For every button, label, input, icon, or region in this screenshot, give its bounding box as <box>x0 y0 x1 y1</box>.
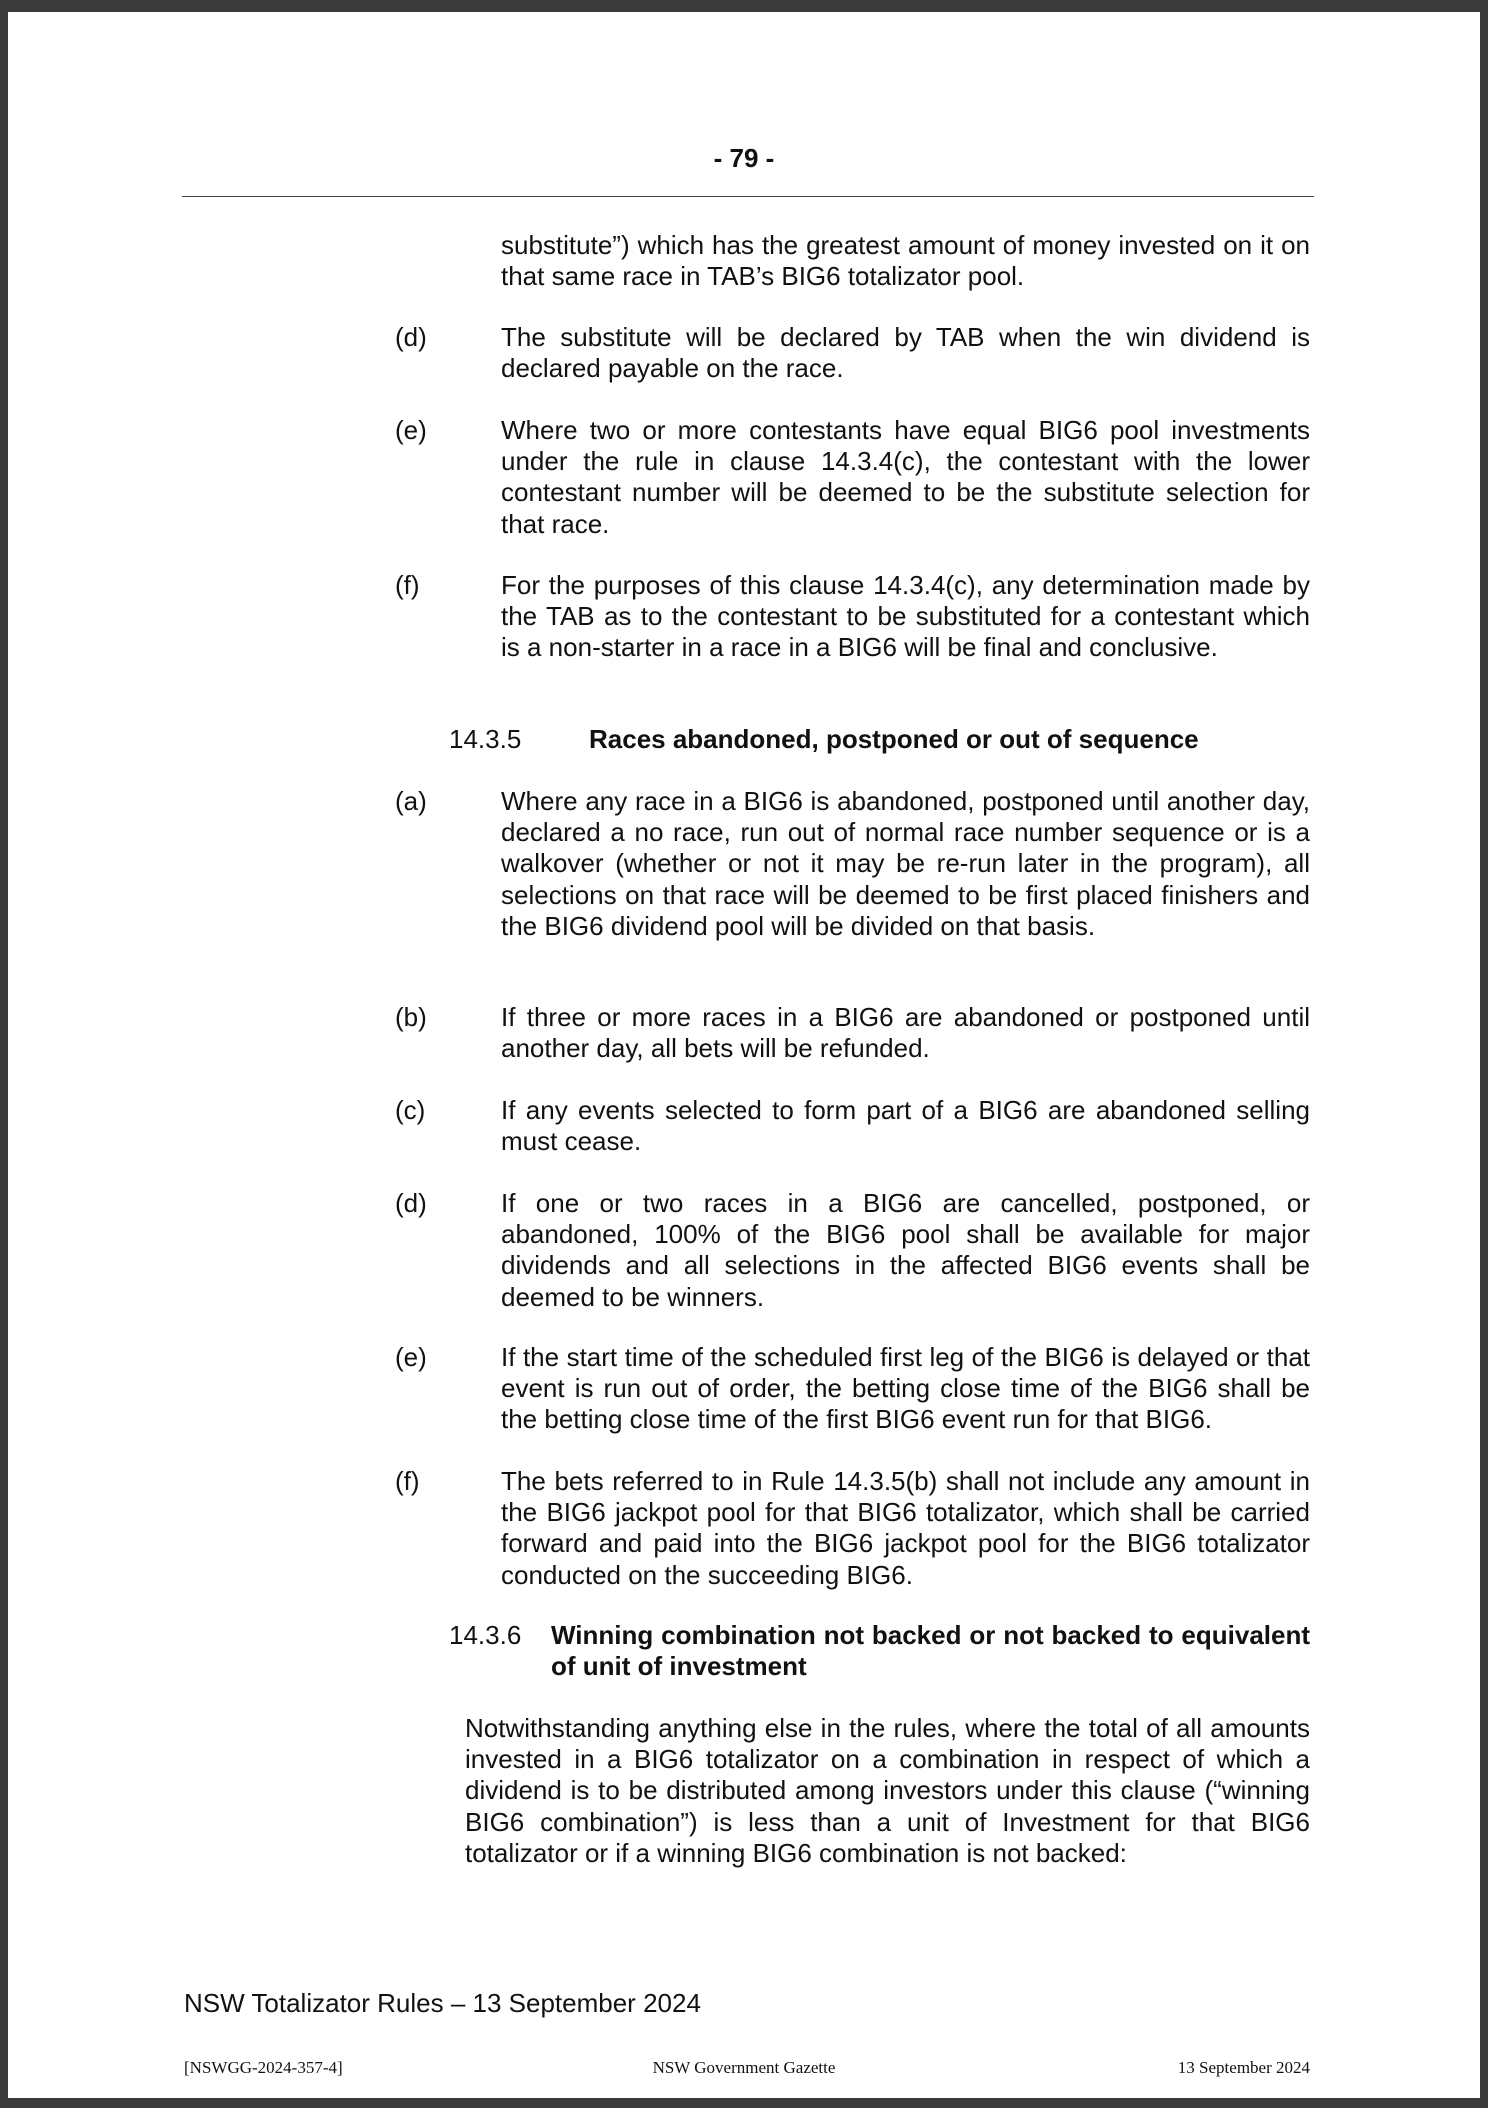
item-label: (e) <box>395 415 427 445</box>
header-divider <box>182 196 1314 197</box>
section-heading: Races abandoned, postponed or out of sequence <box>589 724 1199 754</box>
section-paragraph: Notwithstanding anything else in the rules, where the total of all amounts invested in a BIG6 totalizator on a combination in respect of which a dividend is to be distributed among investors under this clause (“winning BIG6 combination”) is less than a unit of Investment for that BIG6 totalizator or if a winning BIG6 combination is not backed: <box>465 1713 1310 1868</box>
list-item-text: If any events selected to form part of a BIG6 are abandoned selling must cease. <box>501 1095 1310 1157</box>
list-item-text: The substitute will be declared by TAB when the win dividend is declared payable on the race. <box>501 322 1310 384</box>
list-item-text: The bets referred to in Rule 14.3.5(b) shall not include any amount in the BIG6 jackpot pool for that BIG6 totalizator, which shall be carried forward and paid into the BIG6 jackpot pool for the BIG6 totalizator conducted on the succeeding BIG6. <box>501 1466 1310 1590</box>
item-label: (d) <box>395 322 427 352</box>
list-item-text: Where any race in a BIG6 is abandoned, postponed until another day, declared a no race, run out of normal race number sequence or is a walkover (whether or not it may be re-run later in the program), all selections on that race will be deemed to be first placed finishers and the BIG6 dividend pool will be divided on that basis. <box>501 786 1310 941</box>
list-item-text: Where two or more contestants have equal BIG6 pool investments under the rule in clause 14.3.4(c), the contestant with the lower contestant number will be deemed to be the substitute selection for that race. <box>501 415 1310 539</box>
item-label: (c) <box>395 1095 426 1125</box>
item-label: (f) <box>395 570 420 600</box>
gazette-reference: [NSWGG-2024-357-4] <box>184 2058 343 2077</box>
item-label: (f) <box>395 1466 420 1496</box>
item-label: (b) <box>395 1002 427 1032</box>
list-item-text: If the start time of the scheduled first leg of the BIG6 is delayed or that event is run out of order, the betting close time of the BIG6 shall be the betting close time of the first BIG6 event run for that BIG6. <box>501 1342 1310 1435</box>
continuation-paragraph: substitute”) which has the greatest amount of money invested on it on that same race in TAB’s BIG6 totalizator pool. <box>501 230 1310 292</box>
page-number: - 79 - <box>713 143 775 173</box>
footer-document-title: NSW Totalizator Rules – 13 September 2024 <box>184 1988 701 2018</box>
document-page <box>8 12 1480 2098</box>
section-number: 14.3.6 <box>449 1620 522 1650</box>
item-label: (e) <box>395 1342 427 1372</box>
list-item-text: If three or more races in a BIG6 are abandoned or postponed until another day, all bets will be refunded. <box>501 1002 1310 1064</box>
section-number: 14.3.5 <box>449 724 522 754</box>
list-item-text: If one or two races in a BIG6 are cancelled, postponed, or abandoned, 100% of the BIG6 pool shall be available for major dividends and all selections in the affected BIG6 events shall be deemed to be winners. <box>501 1188 1310 1312</box>
gazette-date: 13 September 2024 <box>1177 2058 1310 2077</box>
list-item-text: For the purposes of this clause 14.3.4(c), any determination made by the TAB as to the contestant to be substituted for a contestant which is a non-starter in a race in a BIG6 will be final and conclusive. <box>501 570 1310 663</box>
section-heading: Winning combination not backed or not backed to equivalent of unit of investment <box>551 1620 1310 1682</box>
item-label: (a) <box>395 786 427 816</box>
gazette-name: NSW Government Gazette <box>652 2058 836 2077</box>
item-label: (d) <box>395 1188 427 1218</box>
